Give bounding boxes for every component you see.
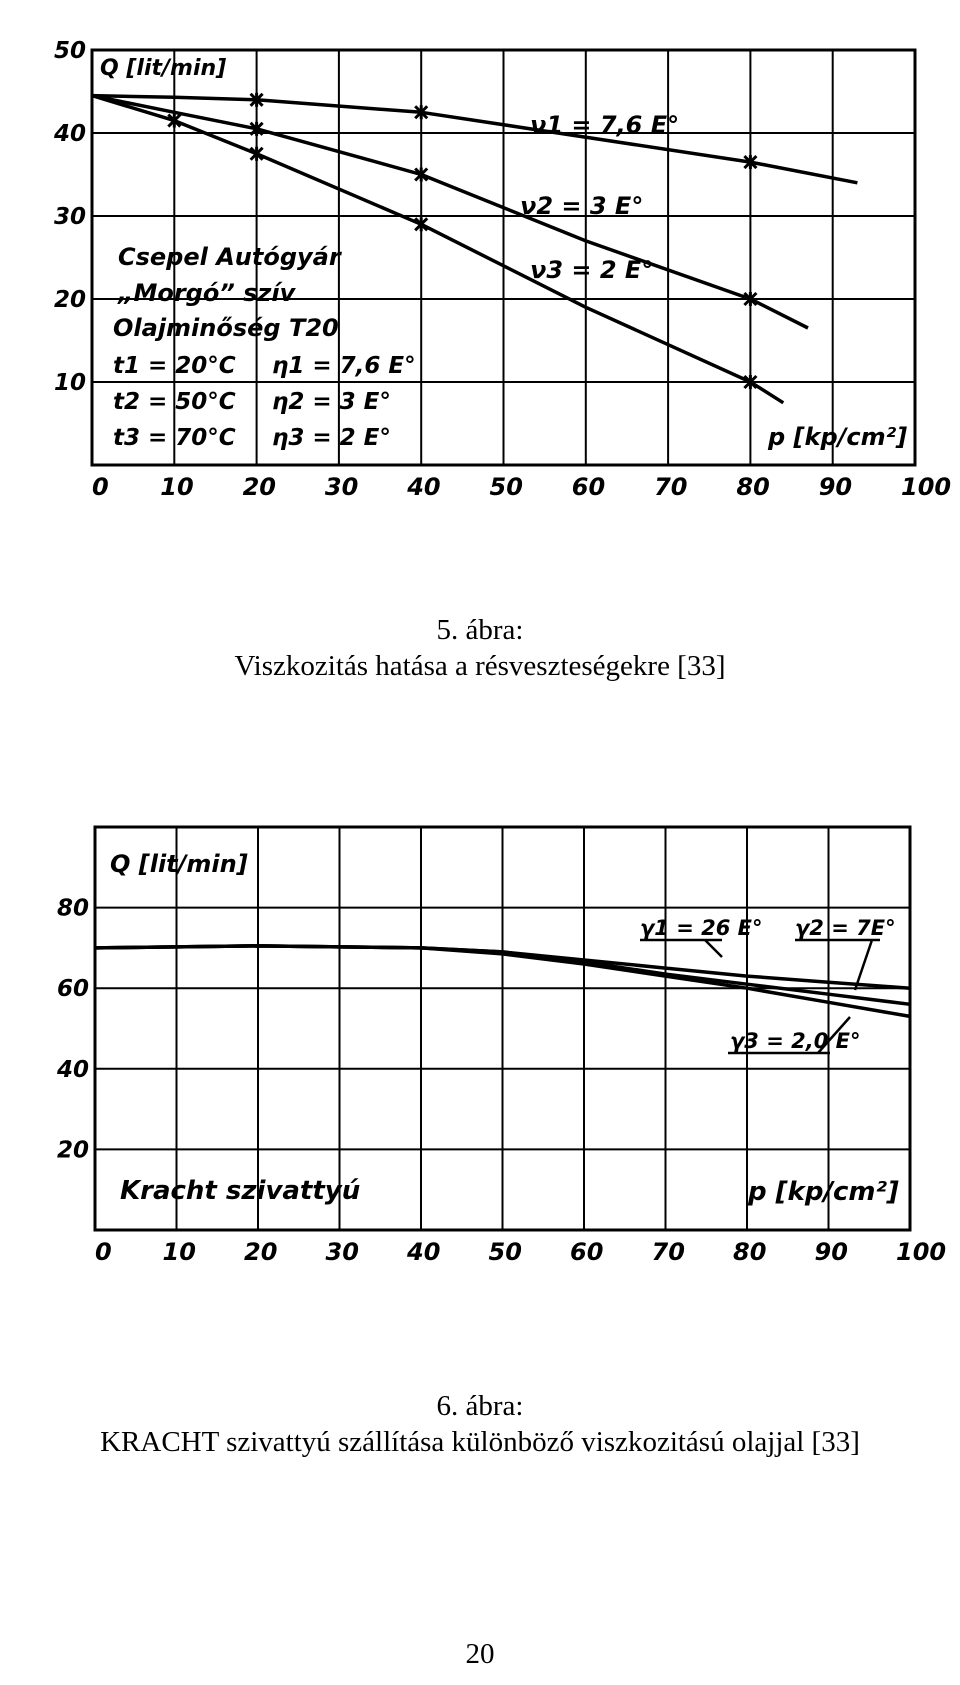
y-tick-label: 40 bbox=[57, 1056, 90, 1083]
series-label-gamma3: γ3 = 2,0 E° bbox=[730, 1029, 861, 1053]
x-tick-label: 10 bbox=[162, 1238, 196, 1266]
annotation-pump: „Morgó” szív bbox=[118, 279, 296, 307]
leader-arrow-gamma2 bbox=[855, 940, 872, 990]
x-tick-label: 70 bbox=[654, 473, 688, 501]
figure-6-caption-title: KRACHT szivattyú szállítása különböző viszkozitású olajjal [33] bbox=[100, 1426, 860, 1458]
figure-6-xlabel: p [kp/cm²] bbox=[748, 1177, 899, 1207]
x-tick-label: 90 bbox=[814, 1238, 848, 1266]
annotation-t1: t1 = 20°C bbox=[113, 353, 236, 379]
figure-6-caption bbox=[0, 1388, 960, 1460]
y-tick-label: 80 bbox=[57, 895, 90, 922]
x-tick-label: 50 bbox=[488, 1238, 522, 1266]
figure-5-caption-number: 5. ábra: bbox=[436, 614, 524, 646]
figure-5-annotations bbox=[113, 243, 416, 451]
annotation-pump-name: Kracht szivattyú bbox=[120, 1176, 361, 1206]
x-tick-label: 20 bbox=[244, 1238, 278, 1266]
figure-5-chart bbox=[0, 20, 960, 520]
series-label-nu2: ν2 = 3 E° bbox=[520, 192, 644, 220]
annotation-manufacturer: Csepel Autógyár bbox=[118, 243, 341, 271]
x-tick-label: 70 bbox=[651, 1238, 685, 1266]
y-tick-label: 30 bbox=[54, 204, 87, 230]
x-tick-label: 30 bbox=[325, 1238, 359, 1266]
figure-5-xlabel: p [kp/cm²] bbox=[768, 423, 908, 451]
y-tick-label: 40 bbox=[54, 121, 87, 147]
x-tick-label: 40 bbox=[407, 473, 441, 501]
x-tick-label: 20 bbox=[242, 473, 277, 501]
figure-6-caption-number: 6. ábra: bbox=[436, 1390, 524, 1422]
y-tick-label: 20 bbox=[54, 287, 87, 313]
figure-5-caption-title: Viszkozitás hatása a résveszteségekre [33] bbox=[234, 650, 726, 682]
annotation-eta3: η3 = 2 E° bbox=[272, 425, 391, 451]
y-tick-label: 10 bbox=[54, 370, 87, 396]
annotation-oil-quality: Olajminőség T20 bbox=[113, 314, 339, 342]
annotation-eta1: η1 = 7,6 E° bbox=[272, 353, 416, 379]
figure-6-ylabel: Q [lit/min] bbox=[110, 850, 248, 878]
figure-5-ylabel: Q [lit/min] bbox=[100, 56, 227, 81]
x-tick-label: 50 bbox=[489, 473, 523, 501]
x-tick-label: 10 bbox=[160, 473, 194, 501]
figure-5-caption bbox=[0, 612, 960, 684]
y-tick-label: 20 bbox=[57, 1137, 90, 1164]
x-tick-label: 0 bbox=[95, 1238, 112, 1266]
x-tick-label: 80 bbox=[736, 473, 770, 501]
figure-5-plot bbox=[0, 20, 960, 520]
y-tick-label: 50 bbox=[54, 38, 87, 64]
x-tick-label: 60 bbox=[570, 1238, 604, 1266]
y-tick-label: 60 bbox=[57, 976, 90, 1003]
x-tick-label: 30 bbox=[324, 473, 359, 501]
figure-5-series-labels bbox=[520, 111, 679, 284]
page-number: 20 bbox=[465, 1638, 495, 1670]
x-tick-label: 40 bbox=[407, 1238, 441, 1266]
series-label-gamma1: γ1 = 26 E° bbox=[640, 916, 763, 940]
annotation-eta2: η2 = 3 E° bbox=[272, 389, 391, 415]
annotation-t3: t3 = 70°C bbox=[113, 425, 236, 451]
figure-6-plot bbox=[0, 812, 960, 1272]
x-tick-label: 100 bbox=[901, 473, 952, 501]
annotation-t2: t2 = 50°C bbox=[113, 389, 236, 415]
series-line-1 bbox=[92, 96, 857, 183]
series-label-nu3: ν3 = 2 E° bbox=[530, 256, 654, 284]
x-tick-label: 60 bbox=[571, 473, 606, 501]
series-label-gamma2: γ2 = 7E° bbox=[795, 916, 896, 940]
x-tick-label: 0 bbox=[92, 473, 109, 501]
figure-6-chart bbox=[0, 812, 960, 1272]
leader-arrow-gamma1 bbox=[705, 940, 722, 957]
x-tick-label: 80 bbox=[733, 1238, 767, 1266]
x-tick-label: 100 bbox=[896, 1238, 947, 1266]
x-tick-label: 90 bbox=[818, 473, 853, 501]
series-label-nu1: ν1 = 7,6 E° bbox=[530, 111, 680, 139]
